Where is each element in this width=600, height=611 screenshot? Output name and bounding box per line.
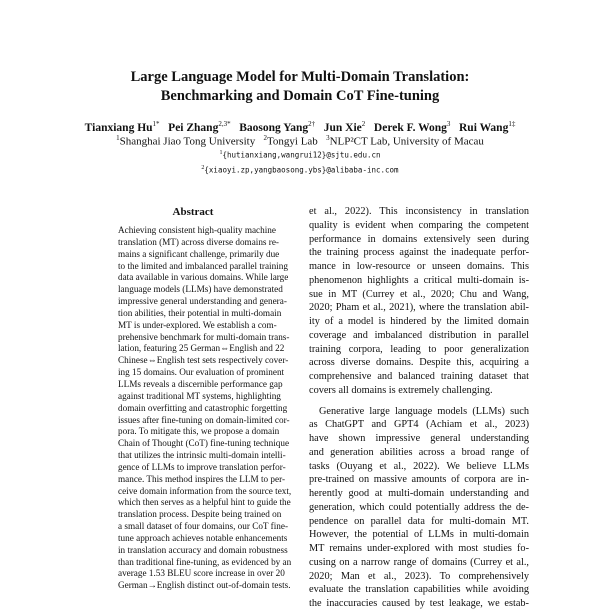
- text-line: to the limited and imbalanced parallel training: [118, 260, 288, 271]
- email-line-2: [0, 163, 600, 176]
- email-address: {hutianxiang,wangrui12}@sjtu.edu.cn: [222, 150, 381, 160]
- email-address: {xiaoyi.zp,yangbaosong.ybs}@alibaba-inc.com: [204, 165, 399, 175]
- abstract-body: [118, 225, 292, 592]
- text-line: cusing on a narrow range of domains (Currey et al.,: [309, 556, 529, 568]
- text-line: issues after fine-tuning on domain-limited cor-: [118, 414, 290, 425]
- text-line: translation (MT) across diverse domains re-: [118, 236, 279, 247]
- affiliation-mark: 1: [116, 134, 120, 142]
- author-mark: 2,3*: [218, 120, 231, 128]
- text-line: a small dataset of four domains, our CoT fine-: [118, 521, 289, 532]
- text-line: and generation abilities across a broad range of: [309, 446, 529, 458]
- affiliation-mark: 2: [263, 134, 267, 142]
- author-name: Pei Zhang: [168, 121, 219, 134]
- text-line: lation, featuring 25 German⇔English and 22: [118, 343, 285, 354]
- text-line: German→English distinct out-of-domain tests.: [118, 580, 291, 591]
- text-line: Achieving consistent high-quality machine: [118, 225, 276, 235]
- title-line-2: Benchmarking and Domain CoT Fine-tuning: [160, 88, 440, 104]
- text-line: mains a significant challenge, primarily due: [118, 248, 280, 259]
- text-line: tasks (Ouyang et al., 2022). We believe LLMs: [309, 460, 529, 472]
- text-line: Chain of Thought (CoT) fine-tuning technique: [118, 438, 290, 449]
- text-line: Generative large language models (LLMs) such: [319, 405, 529, 417]
- text-line: et al., 2022). This inconsistency in translation: [309, 206, 529, 217]
- text-line: gence of LLMs to improve translation perfor-: [118, 461, 286, 472]
- text-line: LLMs reveals a discernible performance gap: [118, 378, 283, 389]
- author-mark: 3: [446, 120, 451, 128]
- text-line: which then serves as a helpful hint to guide the: [118, 497, 291, 508]
- email-mark: 2: [201, 165, 205, 171]
- paper-title: [0, 68, 600, 106]
- email-line-1: [0, 148, 600, 161]
- text-line: impressive general understanding and genera-: [118, 296, 287, 307]
- author-mark: 1*: [152, 120, 160, 128]
- text-line: phenomenon highlights a critical multi-domain is-: [309, 274, 529, 286]
- text-line: that utilizes the intrinsic multi-domain intelli-: [118, 450, 286, 461]
- affiliation-name: NLP²CT Lab, University of Macau: [329, 135, 484, 148]
- text-line: domain overfitting and catastrophic forgetting: [118, 402, 288, 413]
- text-line: tune approach achieves notable enhancements: [118, 532, 288, 543]
- text-line: in translation accuracy and domain robustness: [118, 544, 288, 555]
- paragraph-gap: [309, 398, 529, 405]
- text-line: comprehensive and balanced training dataset that: [309, 371, 529, 382]
- affiliation-name: Tongyi Lab: [266, 135, 318, 148]
- text-line: prehensive benchmark for multi-domain trans-: [118, 331, 290, 342]
- text-line: average 1.53 BLEU score increase in over 20: [118, 568, 285, 579]
- author-mark: 2: [361, 120, 366, 128]
- text-line: herently good at multi-domain understanding and: [309, 488, 529, 499]
- text-line: evaluate the translation capabilities while avoiding: [309, 584, 529, 596]
- text-line: language models (LLMs) have demonstrated: [118, 284, 283, 295]
- author-mark: 2†: [308, 120, 316, 128]
- text-line: coverage and imbalanced distribution in parallel: [309, 329, 529, 341]
- text-line: pora. To mitigate this, we propose a domain: [118, 426, 280, 437]
- text-line: ity of a model is hindered by the limited domain: [309, 316, 529, 327]
- text-line: covers all domains is extremely challenging.: [309, 384, 493, 396]
- author-name: Rui Wang: [459, 121, 509, 134]
- author-name: Baosong Yang: [239, 121, 309, 134]
- author-name: Derek F. Wong: [373, 121, 447, 134]
- affiliation-name: Shanghai Jiao Tong University: [119, 135, 256, 148]
- text-line: mance in low-resource or unseen domains. This: [309, 261, 529, 272]
- text-line: against traditional MT systems, highlighting: [118, 390, 281, 401]
- text-line: the inaccuracies caused by test leakage, we estab-: [309, 598, 529, 609]
- text-line: However, the potential of LLMs in multi-domain: [309, 529, 529, 541]
- text-line: than traditional fine-tuning, as evidenced by an: [118, 556, 292, 567]
- author-mark: 1‡: [508, 120, 516, 128]
- text-line: have shown impressive general understanding: [309, 433, 529, 444]
- text-line: tion abilities, their potential in multi-domain: [118, 307, 282, 318]
- text-line: sue in MT (Currey et al., 2020; Chu and Wang,: [309, 288, 529, 300]
- author-name: Tianxiang Hu: [84, 121, 153, 134]
- text-line: across diverse domains. Despite this, acquiring a: [309, 357, 529, 369]
- text-line: quality is evident when comparing the competent: [309, 219, 529, 231]
- text-line: performance in domains extensively seen during: [309, 233, 529, 245]
- text-line: ceive domain information from the source text,: [118, 485, 292, 496]
- text-line: 2020; Man et al., 2023). To comprehensively: [309, 570, 529, 582]
- text-line: translation process. Despite being trained on: [118, 509, 282, 520]
- affiliation-list: [0, 131, 600, 149]
- affiliation-mark: 3: [326, 134, 330, 142]
- text-line: 2020; Pham et al., 2021), where the translation abil-: [309, 302, 529, 314]
- text-line: data available in various domains. While large: [118, 272, 289, 283]
- text-line: MT is under-explored. We establish a com-: [118, 319, 277, 330]
- text-line: as ChatGPT and GPT4 (Achiam et al., 2023): [309, 419, 529, 431]
- title-line-1: Large Language Model for Multi-Domain Translation:: [130, 69, 470, 85]
- text-line: pre-trained on massive amounts of corpora are in-: [309, 474, 529, 486]
- text-line: mance. This method inspires the LLM to per-: [118, 473, 286, 484]
- email-mark: 1: [219, 150, 223, 156]
- text-line: Chinese⇔English test sets respectively cover-: [118, 355, 289, 366]
- text-line: pendence on parallel data for multi-domain MT.: [309, 515, 529, 527]
- author-name: Jun Xie: [323, 121, 362, 134]
- text-line: training corpora, leading to poor generalization: [309, 343, 529, 355]
- text-line: MT remains under-explored with most studies fo-: [309, 543, 529, 554]
- right-column-body: [309, 205, 529, 611]
- abstract-heading: Abstract: [172, 206, 214, 218]
- text-line: generation, which could potentially address the de-: [309, 501, 529, 513]
- text-line: ing 15 domains. Our evaluation of prominent: [118, 367, 285, 378]
- text-line: the training process against the inadequate perfor-: [309, 247, 529, 259]
